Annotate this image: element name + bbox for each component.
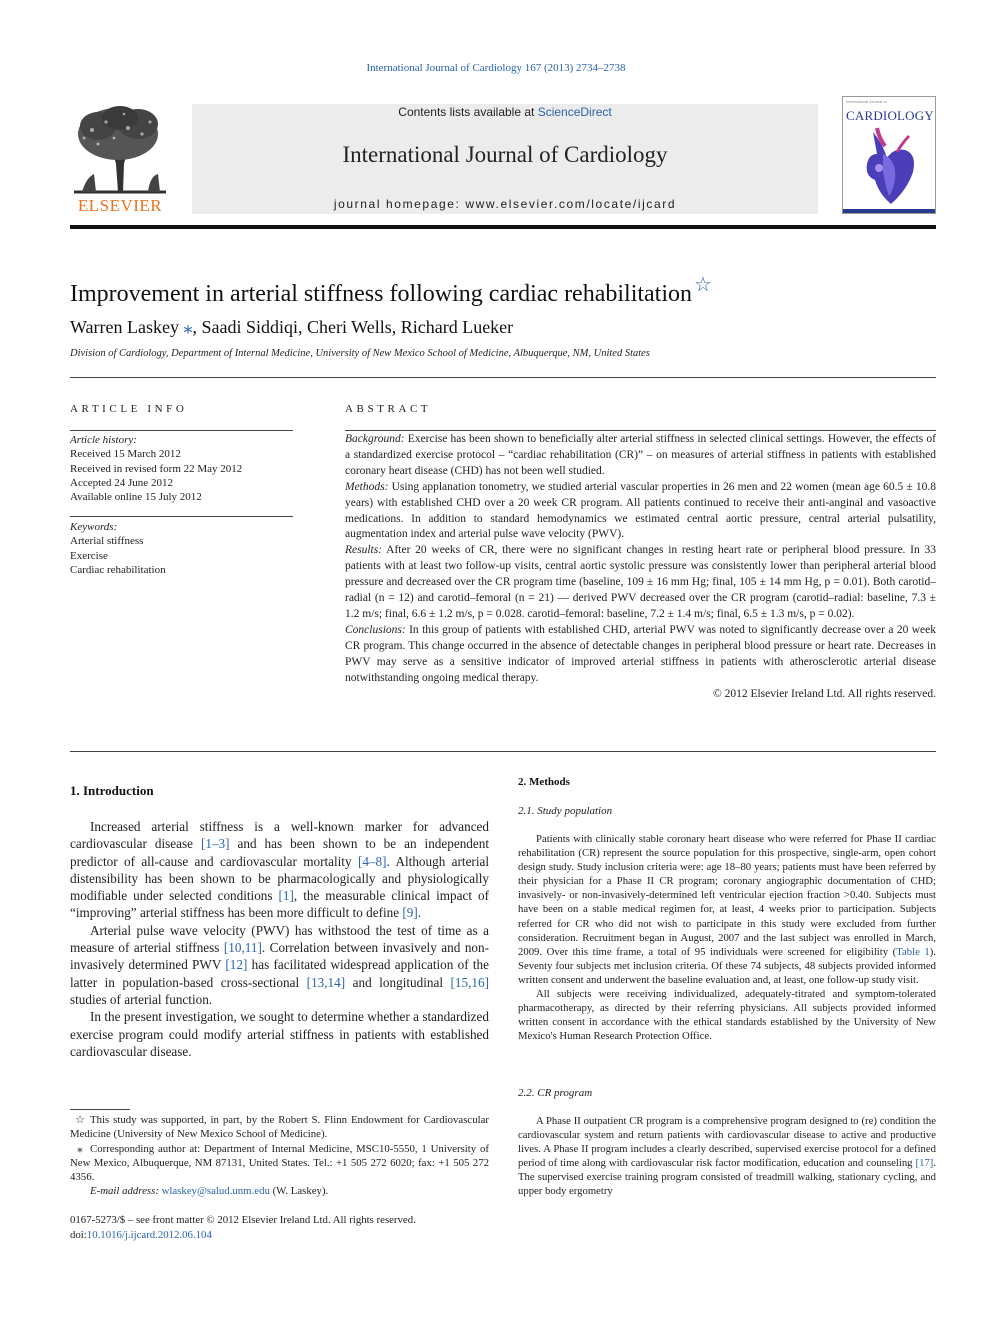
intro-paragraph: [70, 818, 489, 922]
text: . Correlation between invasively and non-invasively determined PWV: [70, 940, 489, 973]
abstract-body: [345, 432, 936, 702]
cr-program-heading: 2.2. CR program: [518, 1087, 593, 1099]
introduction-heading: 1. Introduction: [70, 783, 154, 798]
abstract-methods: [345, 480, 936, 544]
text: This study was supported, in part, by the Robert S. Flinn Endowment for Cardiovascular Medicine (University of New Mexico School of Medicine).: [70, 1114, 489, 1141]
footnote-mark: ⁎: [77, 1142, 83, 1155]
keyword-item: Cardiac rehabilitation: [70, 563, 166, 576]
text: ). Seventy four subjects met inclusion criteria. Of these 74 subjects, 48 subjects provided informed written consent and underwent the baseline evaluation and, at least, one follow-up study visit.: [518, 945, 936, 986]
methods-paragraph: [518, 1114, 936, 1199]
text: A Phase II outpatient CR program is a comprehensive program designed to (re) condition the cardiovascular system and return patients with cardiovascular disease to active and productive lives. A Phase II program includes a clearly described, supervised exercise protocol for a defined period of time along with cardiovascular risk factor modification, education and counseling: [518, 1115, 936, 1170]
cover-strip: [843, 209, 935, 213]
results-text: After 20 weeks of CR, there were no significant changes in resting heart rate or peripheral blood pressure. In 33 patients with at least two follow-up visits, central aortic systolic pressure was consistently lower than peripheral arterial blood pressure and decreased over the CR program time (baseline, 109 ± 16 mm Hg; final, 105 ± 14 mm Hg, p = 0.01). Both carotid–radial (n = 12) and carotid–femoral (n = 21) — derived PWV decreased over the CR program (carotid–radial: baseline, 7.3 ± 1.2 m/s; final, 6.6 ± 1.2 m/s, p = 0.028. carotid–femoral: baseline, 7.2 ± 1.4 m/s; final, 6.5 ± 1.3 m/s, p = 0.02).: [345, 544, 936, 620]
corresponding-author-link[interactable]: ⁎: [183, 317, 193, 337]
journal-citation[interactable]: International Journal of Cardiology 167 (2013) 2734–2738: [366, 62, 626, 74]
introduction-body: [70, 818, 489, 1060]
contents-line: [192, 105, 818, 119]
title-rule: [70, 377, 936, 378]
corresponding-footnote: [70, 1142, 489, 1185]
text: (W. Laskey).: [269, 1185, 329, 1198]
issn-line: 0167-5273/$ – see front matter © 2012 Elsevier Ireland Ltd. All rights reserved.: [70, 1214, 416, 1226]
history-accepted: Accepted 24 June 2012: [70, 476, 173, 489]
email-footnote: [70, 1184, 489, 1198]
history-revised: Received in revised form 22 May 2012: [70, 462, 243, 475]
funding-note-link[interactable]: ☆: [694, 274, 712, 296]
ref-link[interactable]: [1]: [278, 888, 294, 904]
methods-text: Using applanation tonometry, we studied arterial vascular properties in 26 men and 22 women (mean age 60.5 ± 10.8 years) with established CHD over a 20 week CR program. All patients continued to receive their anti-anginal and vasoactive medications. In addition to standard hemodynamics we estimated central aortic pressure, central arterial pulsatility, augmentation index and arterial pulse wave velocity (PWV).: [345, 480, 936, 541]
keywords: [70, 520, 293, 577]
ref-link[interactable]: [13,14]: [306, 974, 346, 990]
history-label: Article history:: [70, 434, 137, 446]
abstract-end-rule: [70, 751, 936, 752]
email-link[interactable]: wlaskey@salud.unm.edu: [161, 1185, 270, 1198]
footnotes: [70, 1113, 489, 1199]
tree-icon: [68, 104, 172, 196]
ref-link[interactable]: [1–3]: [200, 836, 230, 852]
abstract-copyright: © 2012 Elsevier Ireland Ltd. All rights reserved.: [712, 687, 936, 700]
text: . Although arterial distensibility has been shown to be pharmacologically and physiologically modifiable under selected conditions: [70, 853, 489, 904]
article-info-rule: [70, 430, 293, 431]
keyword-item: Arterial stiffness: [70, 535, 144, 548]
text: Arterial pulse wave velocity (PWV) has withstood the test of time as a measure of arterial stiffness: [70, 922, 489, 956]
ref-link[interactable]: [17]: [915, 1157, 934, 1170]
cr-program-body: [518, 1114, 936, 1199]
text: Corresponding author at: Department of Internal Medicine, MSC10-5550, 1 University of New Mexico, Albuquerque, NM 87131, United States. Tel.: +1 505 272 6020; fax: +1 505 272 4356.: [70, 1142, 489, 1184]
background-text: Exercise has been shown to beneficially alter arterial stiffness in selected clinical settings. However, the effects of a standardized exercise protocol – “cardiac rehabilitation (CR)” – on measures of arterial stiffness in patients with established coronary heart disease (CHD) has not been well studied.: [345, 433, 936, 477]
abstract-conclusions: [345, 623, 936, 687]
text: Increased arterial stiffness is a well-known marker for advanced cardiovascular disease: [70, 819, 489, 852]
journal-cover: [842, 96, 936, 214]
cover-small-title: International Journal of: [846, 99, 887, 104]
publisher-name: ELSEVIER: [77, 196, 163, 215]
issn-block: [70, 1213, 490, 1243]
doi-label: doi:: [70, 1229, 87, 1241]
journal-title: International Journal of Cardiology: [342, 142, 668, 167]
keywords-label: Keywords:: [70, 521, 118, 533]
ref-link[interactable]: [4–8]: [357, 853, 387, 869]
text: Patients with clinically stable coronary heart disease who were referred for Phase II cardiac rehabilitation (CR) represent the source population for this prospective, single-arm, open cohort design study. Study inclusion criteria were: age 18–80 years; patients must have been referred by their physician for a Phase II CR program; coronary angiographic documentation of CHD; invasively- or non-invasively-determined left ventricular ejection fraction >0.40. Subjects must have been on a stable medical regimen for, at least, 4 weeks prior to participation. Subjects referred for CR who did not wish to participate in this study were excluded from further consideration. Recruitment began in August, 2007 and the last subject was enrolled in March, 2009. Over this time frame, a total of 95 individuals were screened for eligibility (: [518, 833, 936, 958]
ref-link[interactable]: [9]: [402, 905, 418, 921]
contents-prefix: Contents lists available at: [398, 105, 538, 119]
intro-paragraph: [70, 922, 489, 1008]
text: .: [417, 905, 422, 921]
conclusions-text: In this group of patients with established CHD, arterial PWV was noted to significantly decrease over a 20 week CR program. This change occurred in the absence of detectable changes in peripheral blood pressure or heart rate. Decreases in PWV may serve as a sensitive indicator of improved arterial stiffness in patients with atherosclerotic arterial disease notwithstanding ongoing medical therapy.: [345, 623, 936, 684]
funding-footnote: [70, 1113, 489, 1142]
article-title: [70, 272, 712, 308]
cover-title: CARDIOLOGY: [846, 108, 934, 123]
methods-label: Methods:: [345, 480, 389, 493]
heart-image-icon: [843, 124, 935, 208]
background-label: Background:: [345, 433, 405, 445]
conclusions-label: Conclusions:: [345, 623, 406, 636]
abstract-background: [345, 432, 936, 480]
text: and longitudinal: [345, 974, 451, 990]
ref-link[interactable]: [15,16]: [450, 974, 489, 990]
methods-heading: 2. Methods: [518, 776, 570, 788]
author-laskey: Warren Laskey: [70, 317, 179, 337]
text: studies of arterial function.: [70, 991, 213, 1007]
text: and has been shown to be an independent predictor of all-cause and cardiovascular mortality: [70, 836, 489, 869]
text: has facilitated widespread application of the latter in population-based cross-sectional: [70, 957, 489, 990]
ref-link[interactable]: [12]: [225, 957, 248, 973]
ref-link[interactable]: [10,11]: [223, 940, 262, 956]
abstract-rule: [345, 430, 936, 431]
footnote-rule: [70, 1109, 130, 1110]
sciencedirect-link[interactable]: ScienceDirect: [537, 105, 612, 119]
article-history: [70, 433, 293, 504]
keyword-item: Exercise: [70, 549, 108, 562]
header-rule: [70, 225, 936, 229]
footnote-mark: ☆: [75, 1114, 85, 1126]
doi-link[interactable]: 10.1016/j.ijcard.2012.06.104: [86, 1229, 212, 1241]
table-link[interactable]: Table 1: [896, 945, 930, 958]
elsevier-logo: [68, 104, 172, 216]
text: . The supervised exercise training program consisted of treadmill walking, stationary cycling, and upper body ergometry: [518, 1157, 936, 1198]
abstract-results: [345, 543, 936, 623]
keywords-rule: [70, 516, 293, 517]
methods-paragraph: [518, 832, 936, 987]
doi-line: [70, 1228, 490, 1243]
text: , the measurable clinical impact of “improving” arterial stiffness has been more difficult to define: [70, 888, 489, 921]
history-received: Received 15 March 2012: [70, 448, 181, 461]
methods-paragraph: All subjects were receiving individualized, adequately-titrated and symptom-tolerated pharmacotherapy, as directed by their referring physicians. All subjects provided informed written consent in accordance with the ethical standards established by the University of New Mexico's Human Research Protection Office.: [518, 988, 936, 1043]
history-online: Available online 15 July 2012: [70, 491, 202, 504]
abstract-heading: ABSTRACT: [345, 403, 432, 415]
article-info-heading: ARTICLE INFO: [70, 403, 188, 415]
study-population-heading: 2.1. Study population: [518, 805, 613, 817]
results-label: Results:: [345, 544, 383, 557]
intro-paragraph: In the present investigation, we sought to determine whether a standardized exercise program could modify arterial stiffness in patients with established cardiovascular disease.: [70, 1009, 489, 1059]
affiliation: Division of Cardiology, Department of Internal Medicine, University of New Mexico School of Medicine, Albuquerque, NM, United States: [70, 348, 650, 359]
journal-homepage[interactable]: journal homepage: www.elsevier.com/locate/ijcard: [333, 197, 677, 211]
article-title-text: Improvement in arterial stiffness following cardiac rehabilitation: [70, 281, 693, 307]
study-population-body: [518, 832, 936, 1043]
email-label: E-mail address:: [90, 1185, 159, 1198]
author-list: [70, 317, 513, 338]
other-authors: , Saadi Siddiqi, Cheri Wells, Richard Lueker: [192, 317, 514, 337]
